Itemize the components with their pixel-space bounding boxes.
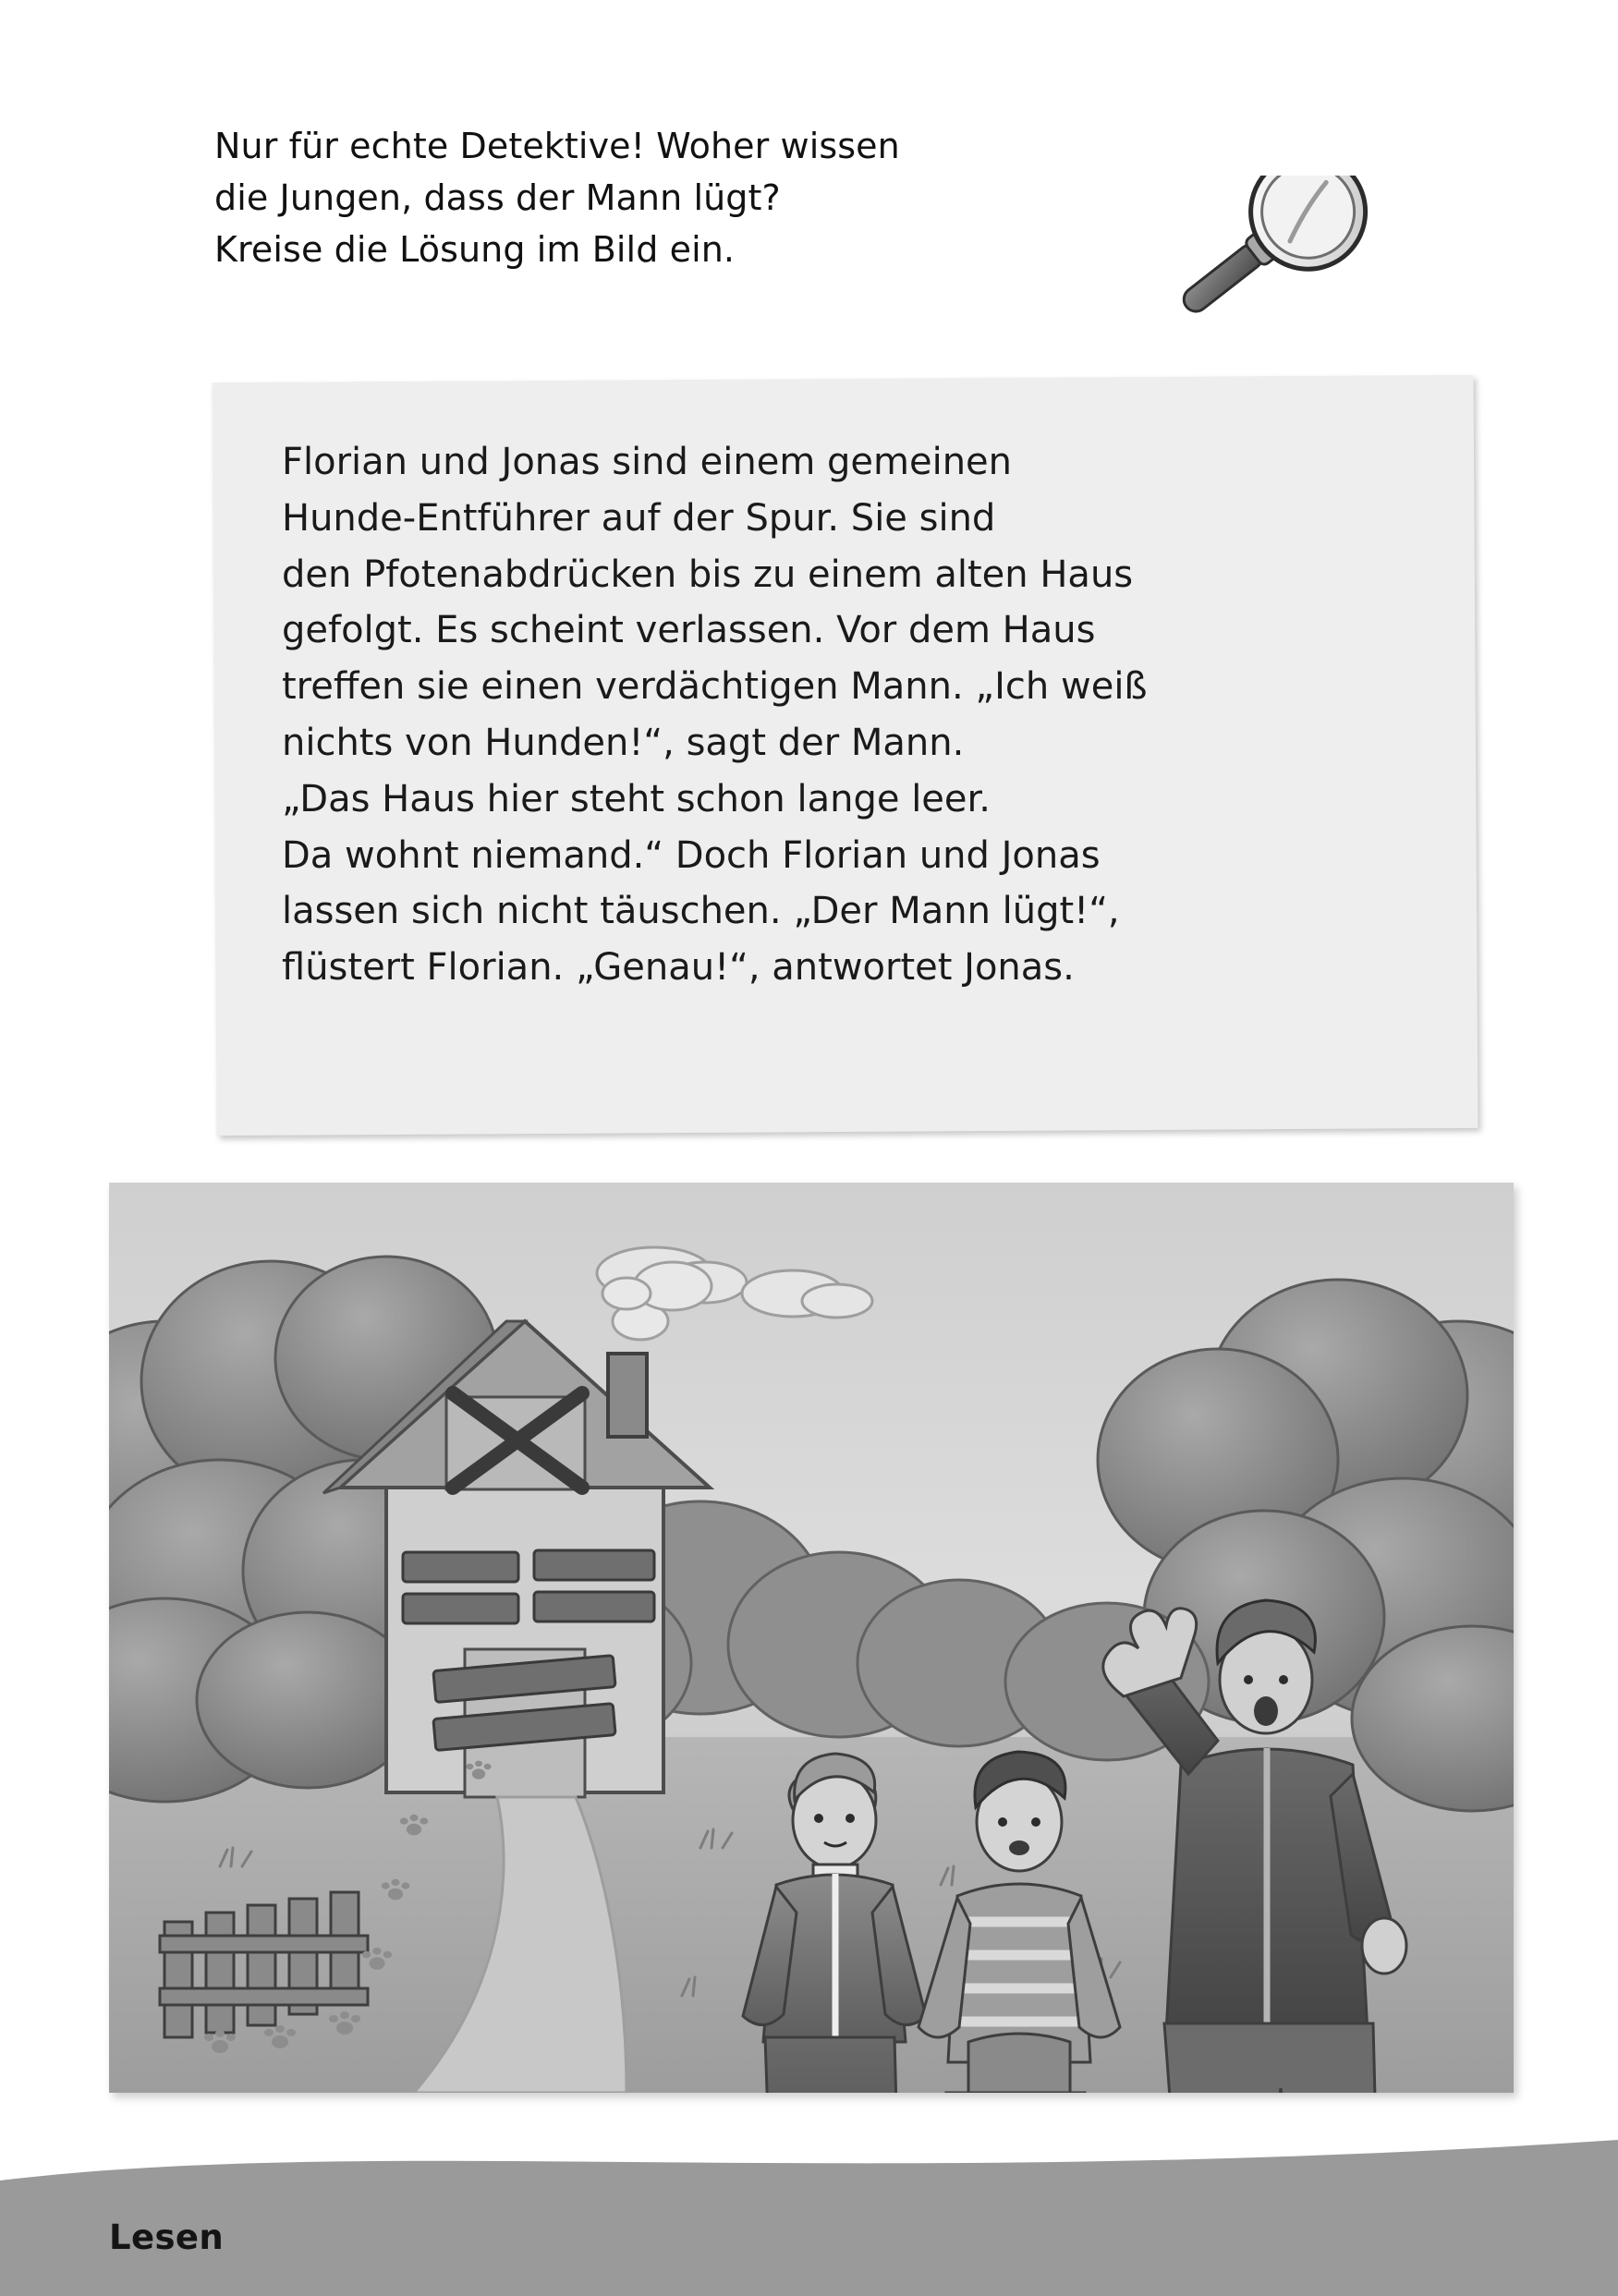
story-line-8: Da wohnt niemand.“ Doch Florian und Jonas <box>282 833 1101 877</box>
story-line-9: lassen sich nicht täuschen. „Der Mann lügt!“, <box>282 890 1120 933</box>
story-line-3: den Pfotenabdrücken bis zu einem alten Haus <box>282 553 1134 596</box>
story-line-6: nichts von Hunden!“, sagt der Mann. <box>282 721 965 764</box>
story-text <box>282 434 1474 996</box>
instruction-line-3: Kreise die Lösung im Bild ein. <box>214 229 736 271</box>
instruction-text <box>214 120 1231 276</box>
story-line-1: Florian und Jonas sind einem gemeinen <box>282 441 1012 483</box>
story-line-2: Hunde-Entführer auf der Spur. Sie sind <box>282 496 996 540</box>
instruction-line-2: die Jungen, dass der Mann lügt? <box>214 177 781 219</box>
story-illustration <box>109 1183 1514 2093</box>
story-line-4: gefolgt. Es scheint verlassen. Vor dem Haus <box>282 609 1096 652</box>
story-line-10: flüstert Florian. „Genau!“, antwortet Jonas. <box>282 946 1075 990</box>
instruction-line-1: Nur für echte Detektive! Woher wissen <box>214 126 900 166</box>
story-line-5: treffen sie einen verdächtigen Mann. „Ich weiß <box>282 665 1148 709</box>
magnifying-glass-icon <box>1123 176 1400 323</box>
story-line-7: „Das Haus hier steht schon lange leer. <box>282 777 991 820</box>
footer-band <box>0 2134 1618 2296</box>
footer-label: Lesen <box>109 2217 225 2257</box>
footer-curve-shape <box>0 2134 1618 2190</box>
